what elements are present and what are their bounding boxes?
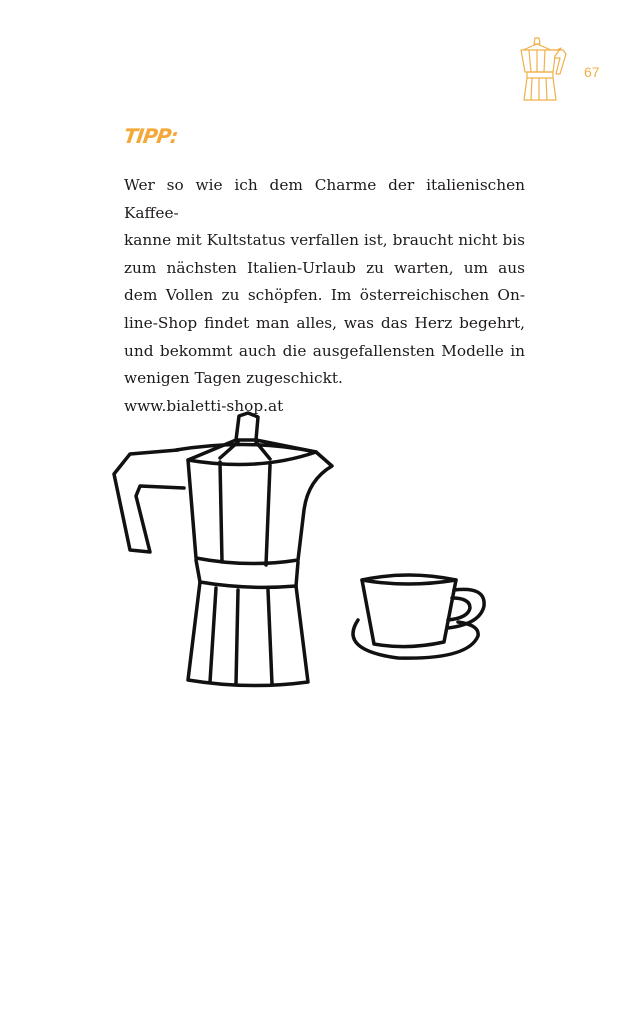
tip-body — [124, 172, 525, 420]
text-line: Wer so wie ich dem Charme der italienischen Kaffee- — [124, 176, 525, 222]
moka-pot-drawing — [114, 413, 332, 686]
tip-heading: TIPP: — [122, 124, 180, 148]
text-line: kanne mit Kultstatus verfallen ist, braucht nicht bis — [124, 231, 525, 250]
moka-pot-and-cup-illustration — [108, 410, 498, 695]
moka-pot-icon — [515, 36, 571, 102]
shop-url-link[interactable]: www.bialetti-shop.at — [124, 396, 284, 415]
text-line: zum nächsten Italien-Urlaub zu warten, um aus — [124, 258, 525, 277]
text-line: dem Vollen zu schöpfen. Im österreichischen On- — [124, 286, 525, 305]
text-line: line-Shop findet man alles, was das Herz begehrt, — [124, 313, 525, 332]
text-line: wenigen Tagen zugeschickt. — [124, 369, 343, 388]
page-number: 67 — [584, 64, 600, 80]
coffee-cup-drawing — [353, 575, 484, 658]
text-line: und bekommt auch die ausgefallensten Modelle in — [124, 341, 525, 360]
